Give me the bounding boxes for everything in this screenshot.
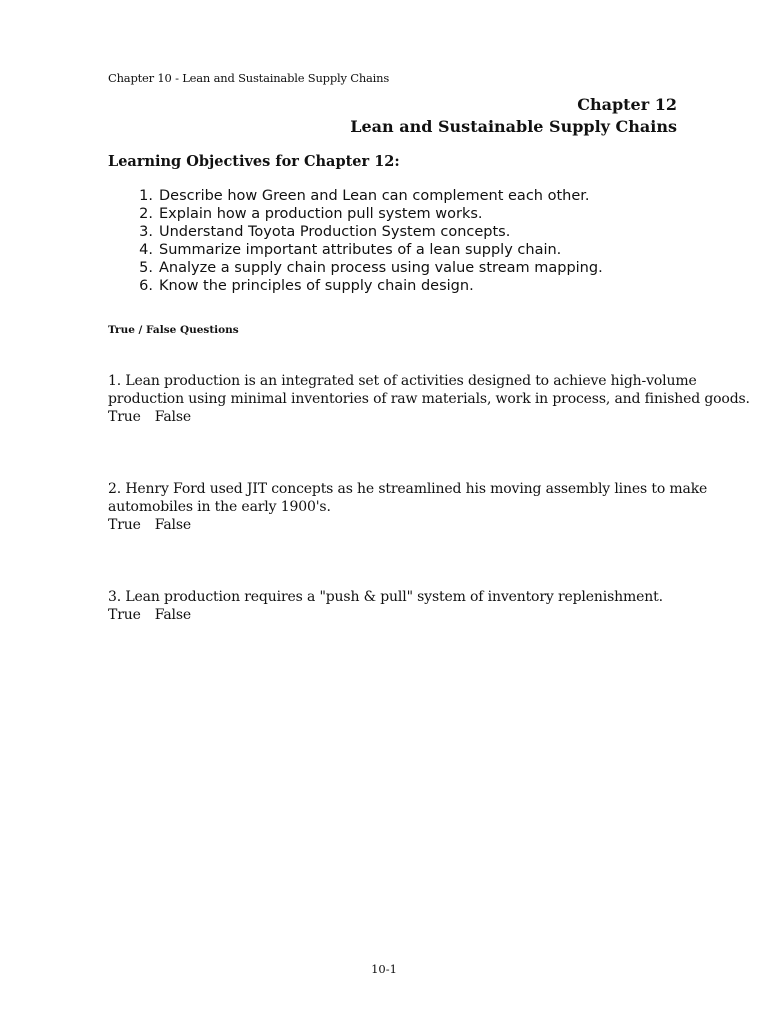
false-option: False — [154, 409, 192, 425]
false-option: False — [154, 607, 192, 623]
objective-item — [108, 241, 603, 259]
chapter-heading — [350, 94, 677, 138]
running-header: Chapter 10 - Lean and Sustainable Supply Chains — [108, 71, 390, 85]
objective-item — [108, 223, 603, 241]
question-3 — [108, 588, 688, 624]
chapter-title: Lean and Sustainable Supply Chains — [350, 117, 677, 136]
true-option: True — [108, 607, 141, 623]
objective-number: 1. — [139, 188, 153, 204]
question-1 — [108, 372, 750, 426]
page-number: 10-1 — [371, 962, 397, 976]
objectives-list — [108, 187, 603, 295]
objective-text: Know the principles of supply chain design. — [159, 278, 474, 294]
objective-number: 5. — [139, 260, 153, 276]
objective-text: Analyze a supply chain process using value stream mapping. — [159, 260, 603, 276]
objective-text: Explain how a production pull system works. — [159, 206, 483, 222]
true-option: True — [108, 517, 141, 533]
objective-item — [108, 277, 603, 295]
answer-options — [108, 408, 688, 426]
objective-number: 4. — [139, 242, 153, 258]
objective-item — [108, 187, 603, 205]
objective-number: 3. — [139, 224, 153, 240]
true-option: True — [108, 409, 141, 425]
question-2 — [108, 480, 708, 534]
objective-number: 2. — [139, 206, 153, 222]
question-text: 2. Henry Ford used JIT concepts as he streamlined his moving assembly lines to make — [108, 481, 708, 497]
question-text: 3. Lean production requires a "push & pull" system of inventory replenishment. — [108, 589, 663, 605]
objective-item — [108, 205, 603, 223]
objective-text: Understand Toyota Production System concepts. — [159, 224, 511, 240]
question-text: 1. Lean production is an integrated set of activities designed to achieve high-volume — [108, 373, 697, 389]
chapter-number: Chapter 12 — [577, 95, 677, 114]
objective-number: 6. — [139, 278, 153, 294]
objective-text: Summarize important attributes of a lean supply chain. — [159, 242, 562, 258]
answer-options — [108, 516, 688, 534]
question-text: production using minimal inventories of raw materials, work in process, and finished goods. — [108, 391, 750, 407]
objective-item — [108, 259, 603, 277]
true-false-heading: True / False Questions — [108, 324, 239, 336]
objectives-heading: Learning Objectives for Chapter 12: — [108, 153, 400, 170]
false-option: False — [154, 517, 192, 533]
objective-text: Describe how Green and Lean can complement each other. — [159, 188, 590, 204]
answer-options — [108, 606, 688, 624]
question-text: automobiles in the early 1900's. — [108, 499, 331, 515]
